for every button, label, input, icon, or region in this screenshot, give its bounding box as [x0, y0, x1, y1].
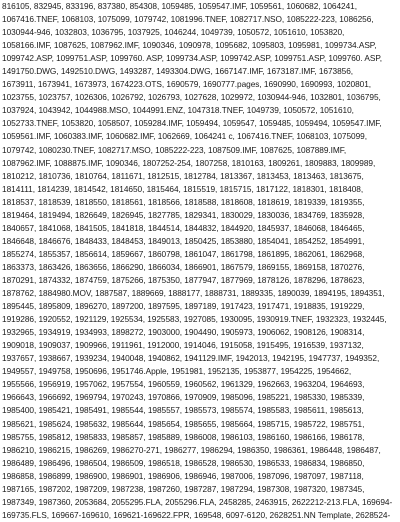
text-line: 1052733.TNEF, 1053820, 1058507, 1059284.IMF, 1059494, 1059547, 1059485, 1059494, 1059547.IMF,	[2, 118, 382, 129]
text-line: 1673911, 1673941, 1673973, 1674223.OTS, 1690579, 1690777.pages, 1690990, 1690993, 1020801,	[2, 79, 372, 90]
text-line: 1985621, 1985624, 1985632, 1985644, 1985654, 1985655, 1985664, 1985715, 1985722, 1985751,	[2, 418, 365, 429]
text-line: 1932965, 1934919, 1934993, 1898272, 1903000, 1904490, 1905973, 1906062, 1908126, 1908314,	[2, 327, 365, 338]
text-line: 1909018, 1909037, 1909966, 1911961, 1912000, 1914046, 1915058, 1915495, 1916539, 1937132,	[2, 340, 364, 351]
text-line: 1966643, 1966692, 1969794, 1970243, 1970866, 1970909, 1985096, 1985221, 1985330, 1985339,	[2, 392, 365, 403]
text-line: 1030944-946, 1032803, 1036795, 1037925, 1046244, 1049739, 1050572, 1051610, 1053820,	[2, 27, 345, 38]
text-line: 1079742, 1080230.TNEF, 1082717.MSO, 1085222-223, 1087509.IMF, 1087625, 1087889.IMF,	[2, 144, 347, 155]
text-line: 1846648, 1846676, 1848433, 1848453, 1849013, 1850425, 1853880, 1854041, 1854252, 1854991,	[2, 235, 365, 246]
text-line: 816105, 832945, 833196, 837380, 854308, 1059485, 1059547.IMF, 1059561, 1060682, 1064241,	[2, 1, 358, 11]
text-line: 1840657, 1841068, 1841505, 1841818, 1844514, 1844832, 1844920, 1845937, 1846068, 1846465,	[2, 222, 365, 233]
text-line: 1037924, 1043942, 1044988.MSO, 1044991.ENZ, 1047318.TNEF, 1049739, 1050572, 1051610,	[2, 105, 354, 116]
text-line: 169735.FLS, 169667-169610, 169621-169622.FPR, 169548, 6097-6120, 2628251.NN Template, 2628524-	[2, 509, 391, 520]
text-line: 1870291, 1874332, 1874759, 1875266, 1875350, 1877947, 1877969, 1878126, 1878296, 1878623,	[2, 274, 365, 285]
text-line: 1986858, 1986899, 1986900, 1986901, 1986906, 1986946, 1987006, 1987096, 1987097, 1987118,	[2, 470, 364, 481]
text-line: 1985755, 1985812, 1985833, 1985857, 1985889, 1986008, 1986103, 1986160, 1986166, 1986178,	[2, 431, 365, 442]
text-line: 1895445, 1895809, 1896270, 1897200, 1897595, 1897189, 1917423, 1917471, 1918835, 1919229,	[2, 301, 365, 312]
text-line: 1819464, 1819494, 1826649, 1826945, 1827785, 1829341, 1830029, 1830036, 1834769, 1835928,	[2, 209, 365, 220]
text-line: 1985400, 1985421, 1985491, 1985544, 1985557, 1985573, 1985574, 1985583, 1985611, 1985613,	[2, 405, 364, 416]
text-line: 1058166.IMF, 1087625, 1087962.IMF, 1090346, 1090978, 1095682, 1095803, 1095981, 1099734.ASP,	[2, 40, 377, 51]
text-line: 1987349, 1987360, 2053684, 2055295.FLA, 2055296.FLA, 2458285, 2463915, 2622212-213.FLA, 169694-	[2, 496, 393, 507]
text-line: 1059561.IMF, 1060383.IMF, 1060682.IMF, 1062669, 1064241 c, 1067416.TNEF, 1068103, 1075099,	[2, 131, 367, 142]
text-line: 1863373, 1863426, 1863656, 1866290, 1866034, 1866901, 1867579, 1869155, 1869158, 1870276,	[2, 261, 365, 272]
text-line: 1023755, 1023757, 1026306, 1026792, 1026793, 1027628, 1029972, 1030944-946, 1032801, 1036795,	[2, 92, 381, 103]
text-line: 1855274, 1855357, 1856614, 1859667, 1860798, 1861047, 1861798, 1861895, 1862061, 1862968,	[2, 248, 365, 259]
text-line: 1099742.ASP, 1099751.ASP, 1099760. ASP, 1099734.ASP, 1099742.ASP, 1099751.ASP, 1099760. ASP,	[2, 53, 383, 64]
text-line: 1810212, 1810736, 1810764, 1811671, 1812515, 1812784, 1813367, 1813453, 1813463, 1813675,	[2, 170, 364, 181]
text-line: 1987165, 1987202, 1987209, 1987238, 1987260, 1987287, 1987294, 1987308, 1987320, 1987345,	[2, 483, 365, 494]
text-line: 1087962.IMF, 1088875.IMF, 1090346, 1807252-254, 1807258, 1810163, 1809261, 1809883, 1809989,	[2, 157, 376, 168]
text-line: 1955566, 1956919, 1957062, 1957554, 1960559, 1960562, 1961329, 1962663, 1963204, 1964693,	[2, 379, 365, 390]
text-line: 1818537, 1818539, 1818550, 1818561, 1818566, 1818588, 1818608, 1818619, 1819339, 1819355,	[2, 196, 365, 207]
text-line: 1067416.TNEF, 1068103, 1075099, 1079742, 1081996.TNEF, 1082717.NSO, 1085222-223, 1086256,	[2, 14, 374, 25]
text-line: 1937657, 1938667, 1939234, 1940048, 1940862, 1941129.IMF, 1942013, 1942195, 1947737, 1949352,	[2, 353, 380, 364]
text-line: 1949557, 1949758, 1950696, 1951746.Apple, 1951981, 1952135, 1953877, 1954225, 1954662,	[2, 366, 352, 377]
text-line: 1491750.DWG, 1492510.DWG, 1493287, 1493304.DWG, 1667147.IMF, 1673187.IMF, 1673856,	[2, 66, 354, 77]
text-line: 1814111, 1814239, 1814542, 1814650, 1815464, 1815519, 1815715, 1817122, 1818301, 1818408,	[2, 183, 364, 194]
text-line: 1919286, 1920552, 1921129, 1925534, 1925583, 1927085, 1930095, 1930919.TNEF, 1932323, 1932445,	[2, 314, 387, 325]
text-line: 1986489, 1986496, 1986504, 1986509, 1986518, 1986528, 1986530, 1986533, 1986834, 1986850,	[2, 457, 365, 468]
text-line: 1986210, 1986215, 1986269, 1986270-271, 1986277, 1986294, 1986350, 1986361, 1986448, 1986487,	[2, 444, 381, 455]
text-line: 1878762, 1884980.MOV, 1887587, 1889669, 1888177, 1888731, 1889335, 1890039, 1894195, 1894351,	[2, 288, 385, 299]
